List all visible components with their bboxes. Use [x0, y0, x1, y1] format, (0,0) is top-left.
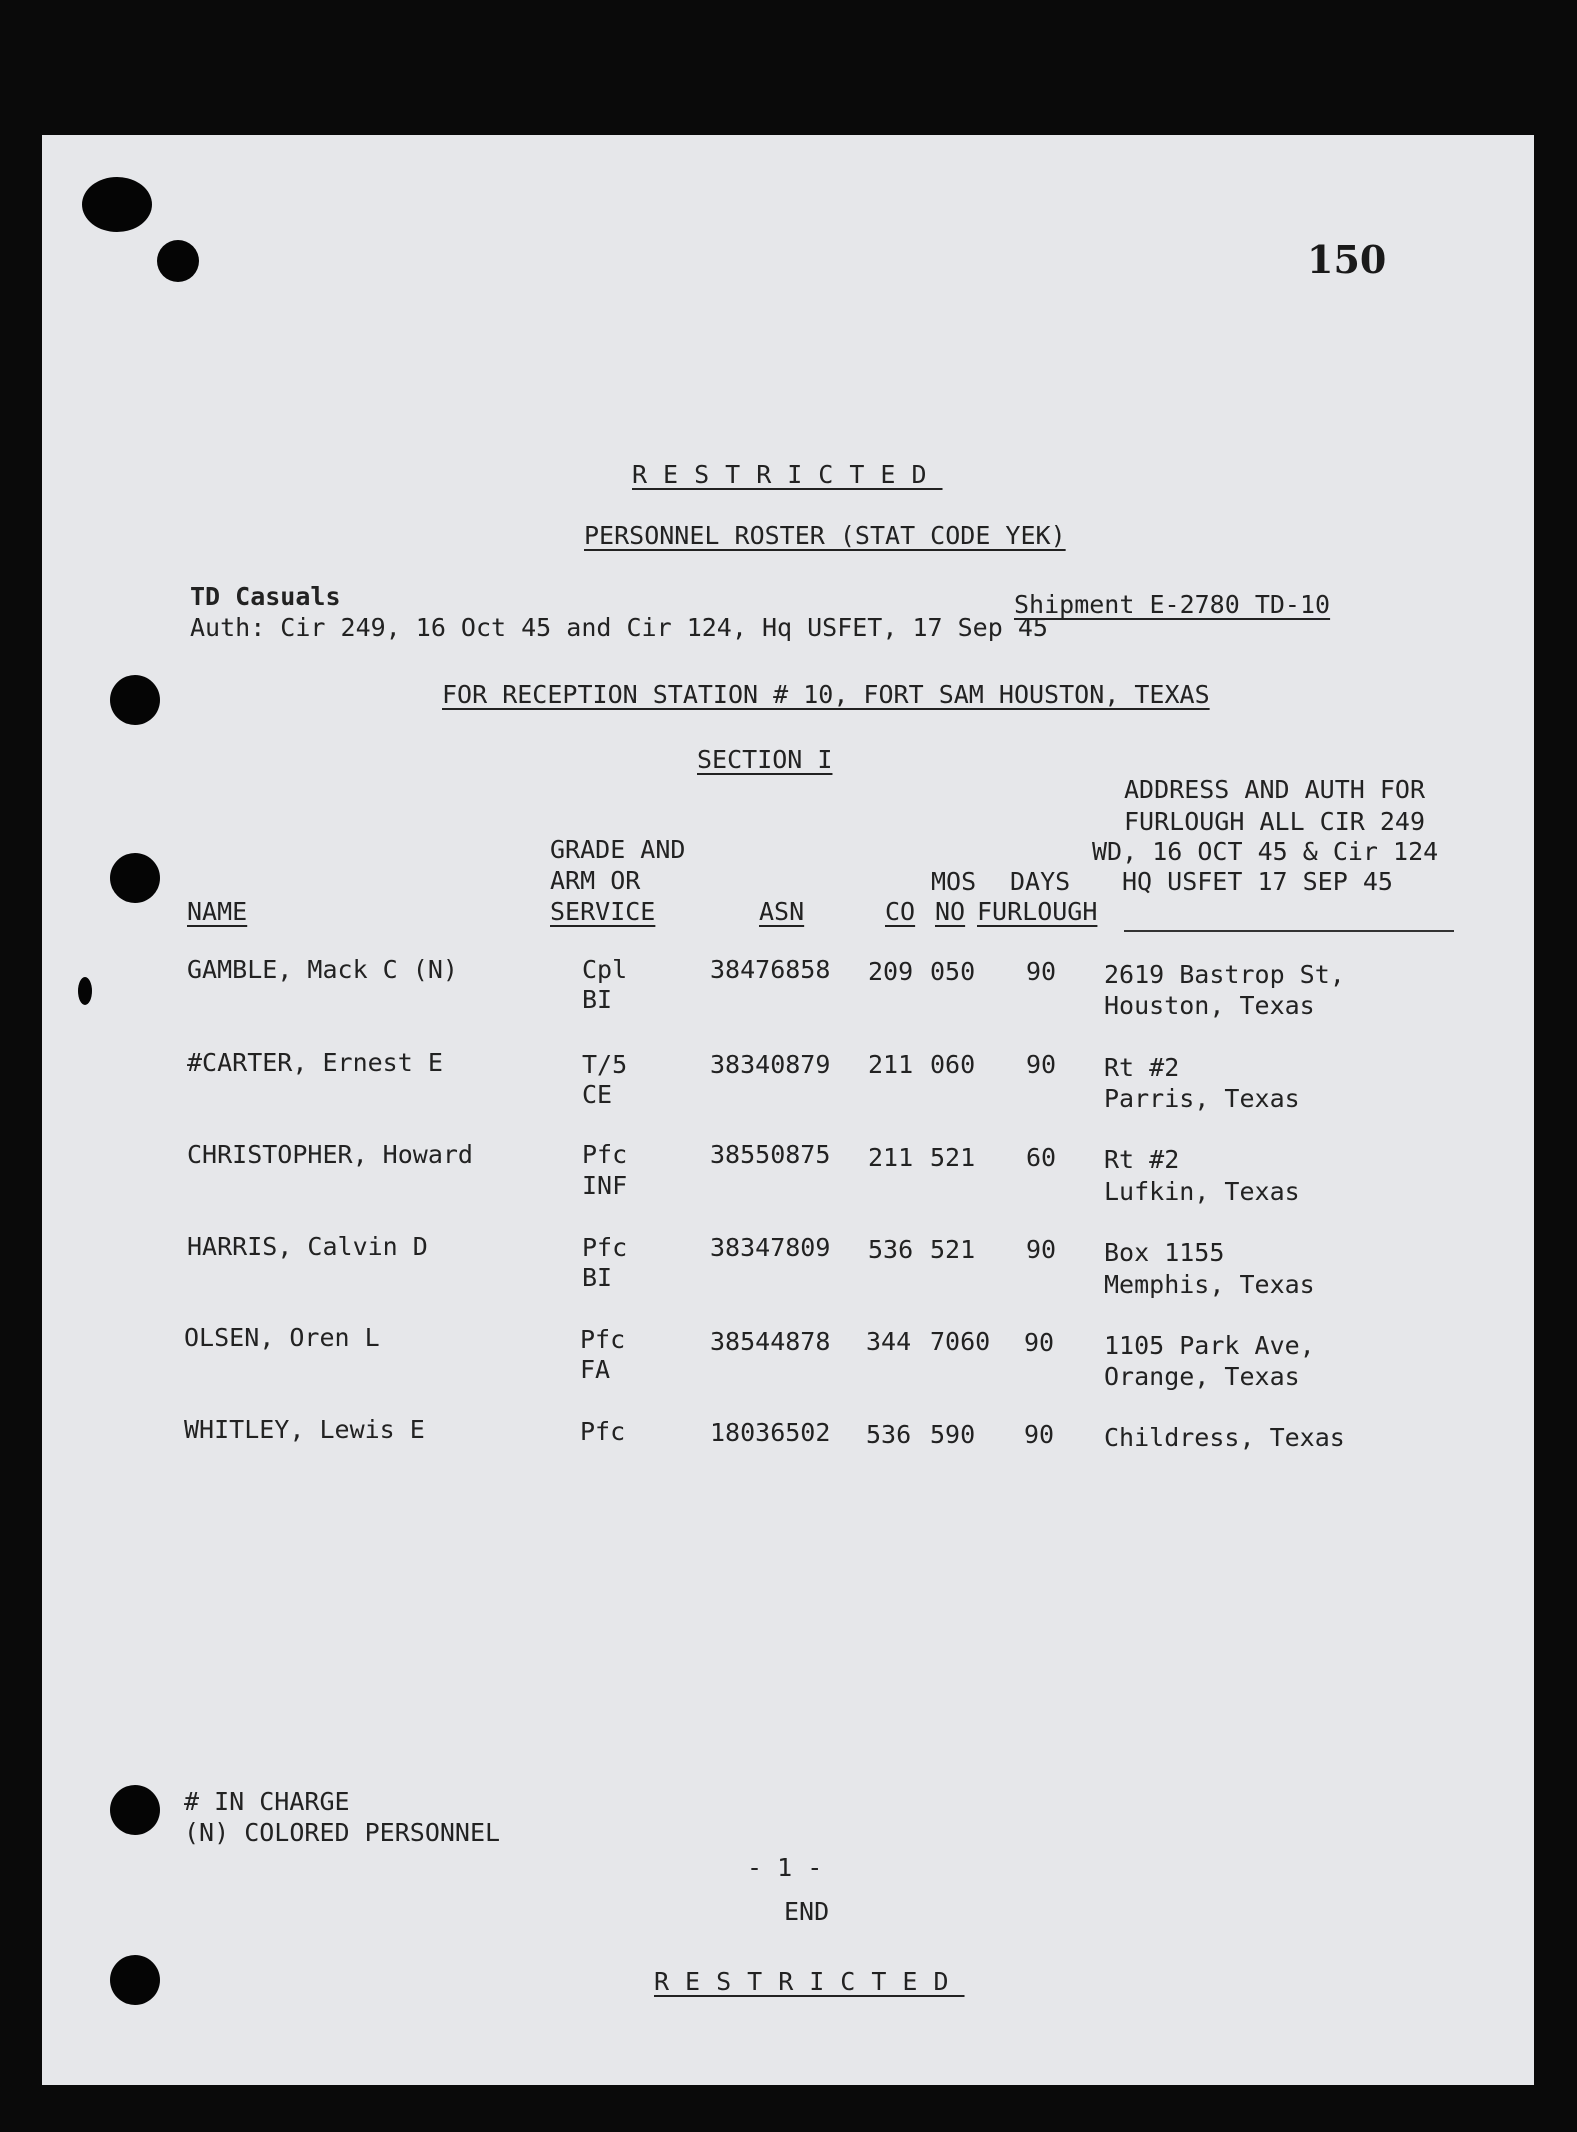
row-address: Rt #2: [1104, 1145, 1180, 1174]
col-header-mos: NO: [935, 897, 966, 926]
row-mos: 521: [930, 1235, 976, 1264]
row-co: 536: [868, 1235, 914, 1264]
row-name: WHITLEY, Lewis E: [184, 1415, 425, 1444]
document-page: [42, 135, 1534, 2085]
ink-blot: [157, 240, 199, 282]
row-arm: BI: [582, 1263, 613, 1292]
col-header-grade: ARM OR: [550, 866, 641, 895]
row-arm: CE: [582, 1080, 613, 1109]
destination-line: FOR RECEPTION STATION # 10, FORT SAM HOUSTON, TEXAS: [442, 680, 1210, 709]
row-address: Lufkin, Texas: [1104, 1177, 1300, 1206]
row-address: Parris, Texas: [1104, 1084, 1300, 1113]
col-header-address: ADDRESS AND AUTH FOR: [1124, 775, 1426, 804]
address-header-rule: [1124, 930, 1454, 932]
col-header-days: FURLOUGH: [977, 897, 1098, 926]
restricted-footer: RESTRICTED: [654, 1967, 965, 1996]
row-days: 90: [1024, 1420, 1055, 1449]
footnote-in-charge: # IN CHARGE: [184, 1787, 350, 1816]
row-arm: INF: [582, 1171, 628, 1200]
row-name: CHRISTOPHER, Howard: [187, 1140, 473, 1169]
row-address: Childress, Texas: [1104, 1423, 1345, 1452]
row-grade: Pfc: [582, 1140, 628, 1169]
section-label: SECTION I: [697, 745, 833, 774]
col-header-address: FURLOUGH ALL CIR 249: [1124, 807, 1426, 836]
row-co: 211: [868, 1050, 914, 1079]
row-days: 60: [1026, 1143, 1057, 1172]
row-asn: 38476858: [710, 955, 831, 984]
row-asn: 38550875: [710, 1140, 831, 1169]
row-days: 90: [1026, 1235, 1057, 1264]
row-mos: 050: [930, 957, 976, 986]
row-asn: 38340879: [710, 1050, 831, 1079]
restricted-header: RESTRICTED: [632, 460, 943, 489]
ink-blot: [78, 977, 92, 1005]
row-mos: 7060: [930, 1327, 991, 1356]
row-grade: Pfc: [582, 1233, 628, 1262]
binder-hole: [110, 853, 160, 903]
row-grade: Cpl: [582, 955, 628, 984]
row-asn: 18036502: [710, 1418, 831, 1447]
row-mos: 521: [930, 1143, 976, 1172]
row-address: Box 1155: [1104, 1238, 1225, 1267]
row-name: #CARTER, Ernest E: [187, 1048, 443, 1077]
row-address: Rt #2: [1104, 1053, 1180, 1082]
unit-label: TD Casuals: [190, 582, 341, 611]
row-co: 344: [866, 1327, 912, 1356]
ink-blot: [82, 177, 152, 232]
page-marker: - 1 -: [747, 1853, 823, 1882]
end-label: END: [784, 1897, 830, 1926]
row-address: Orange, Texas: [1104, 1362, 1300, 1391]
auth-line: Auth: Cir 249, 16 Oct 45 and Cir 124, Hq USFET, 17 Sep 45: [190, 613, 1048, 642]
col-header-grade: GRADE AND: [550, 835, 686, 864]
row-days: 90: [1024, 1328, 1055, 1357]
row-asn: 38544878: [710, 1327, 831, 1356]
col-header-days: DAYS: [1010, 867, 1071, 896]
row-days: 90: [1026, 1050, 1057, 1079]
col-header-mos: MOS: [931, 867, 977, 896]
row-name: GAMBLE, Mack C (N): [187, 955, 458, 984]
page-number: 150: [1307, 237, 1387, 282]
col-header-grade: SERVICE: [550, 897, 656, 926]
row-mos: 060: [930, 1050, 976, 1079]
row-mos: 590: [930, 1420, 976, 1449]
col-header-address: WD, 16 OCT 45 & Cir 124: [1092, 837, 1439, 866]
binder-hole: [110, 1785, 160, 1835]
row-address: 2619 Bastrop St,: [1104, 960, 1345, 989]
row-name: OLSEN, Oren L: [184, 1323, 380, 1352]
col-header-co: CO: [885, 897, 916, 926]
row-address: 1105 Park Ave,: [1104, 1331, 1315, 1360]
row-grade: Pfc: [580, 1417, 626, 1446]
row-co: 209: [868, 957, 914, 986]
col-header-address: HQ USFET 17 SEP 45: [1122, 867, 1393, 896]
row-arm: BI: [582, 985, 613, 1014]
row-asn: 38347809: [710, 1233, 831, 1262]
row-grade: T/5: [582, 1050, 628, 1079]
col-header-asn: ASN: [759, 897, 805, 926]
col-header-name: NAME: [187, 897, 248, 926]
row-days: 90: [1026, 957, 1057, 986]
row-address: Houston, Texas: [1104, 991, 1315, 1020]
row-address: Memphis, Texas: [1104, 1270, 1315, 1299]
binder-hole: [110, 1955, 160, 2005]
row-co: 211: [868, 1143, 914, 1172]
binder-hole: [110, 675, 160, 725]
row-name: HARRIS, Calvin D: [187, 1232, 428, 1261]
row-co: 536: [866, 1420, 912, 1449]
roster-title: PERSONNEL ROSTER (STAT CODE YEK): [584, 521, 1066, 550]
shipment-label: Shipment E-2780 TD-10: [1014, 590, 1331, 619]
row-grade: Pfc: [580, 1325, 626, 1354]
row-arm: FA: [580, 1355, 611, 1384]
footnote-colored-personnel: (N) COLORED PERSONNEL: [184, 1818, 501, 1847]
